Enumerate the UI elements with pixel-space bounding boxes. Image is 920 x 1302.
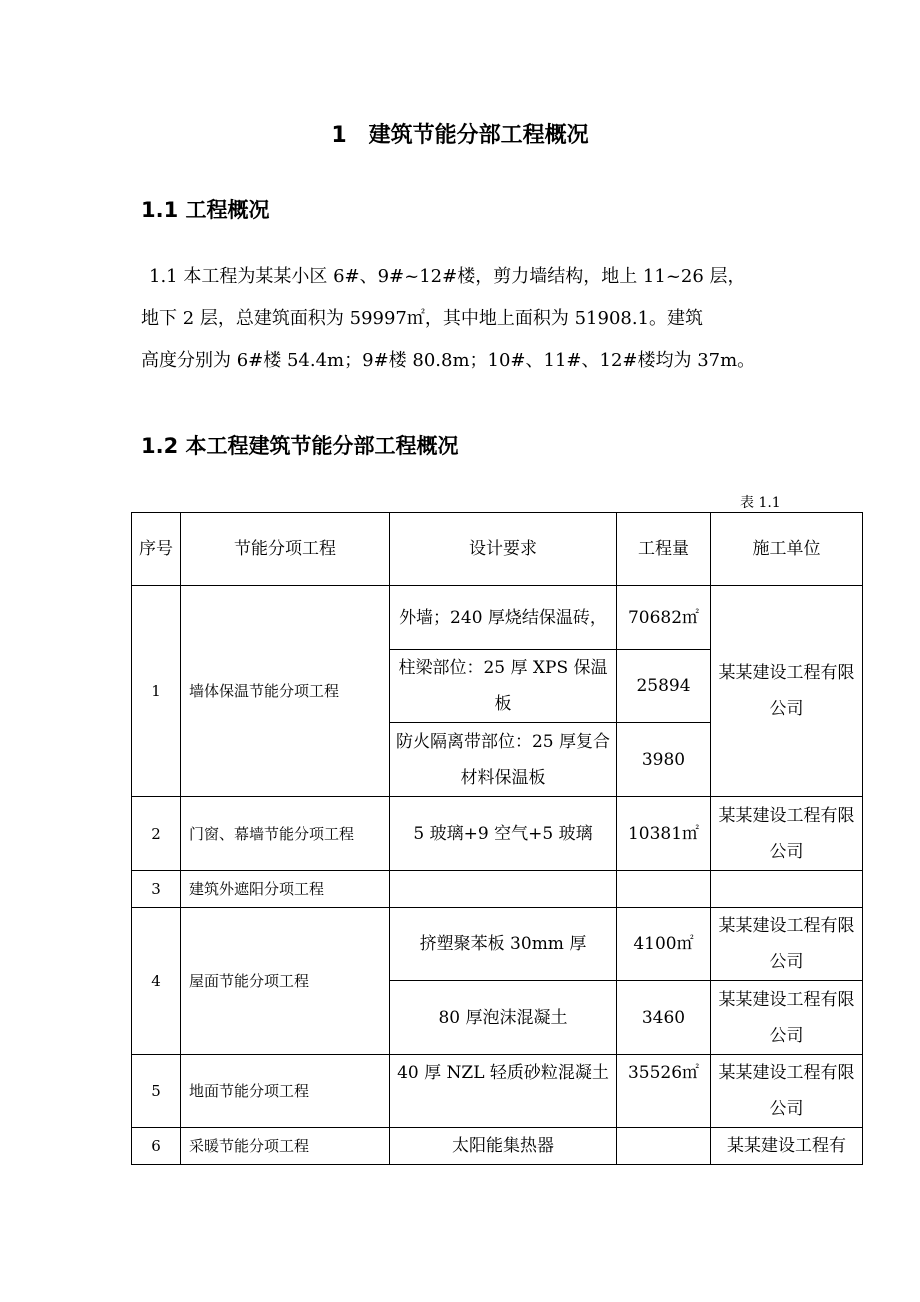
cell-design: 外墙；240 厚烧结保温砖， [390,586,617,650]
cell-design: 40 厚 NZL 轻质砂粒混凝土 [390,1055,617,1128]
cell-qty: 3980 [617,723,711,797]
overview-line-1: 1.1 本工程为某某小区 6#、9#~12#楼，剪力墙结构，地上 11~26 层， [149,266,746,287]
cell-design: 挤塑聚苯板 30mm 厚 [390,908,617,981]
table-row [132,586,863,650]
cell-unit: 某某建设工程有限公司 [711,908,863,981]
cell-unit: 某某建设工程有 [711,1128,863,1165]
cell-item: 墙体保温节能分项工程 [181,586,390,797]
subsection-title-1-2: 1.2 本工程建筑节能分部工程概况 [141,434,459,458]
cell-qty: 4100㎡ [617,908,711,981]
subsection-title-1-1: 1.1 工程概况 [141,198,270,222]
cell-seq: 4 [132,908,181,1055]
cell-qty: 35526㎡ [617,1055,711,1128]
cell-seq: 6 [132,1128,181,1165]
section-title [0,118,920,149]
cell-seq: 2 [132,797,181,871]
table-row [132,1128,863,1165]
cell-seq: 3 [132,871,181,908]
overview-paragraph [141,256,821,382]
cell-item: 建筑外遮阳分项工程 [181,871,390,908]
cell-qty: 10381㎡ [617,797,711,871]
cell-seq: 1 [132,586,181,797]
cell-qty: 25894 [617,650,711,723]
cell-design: 5 玻璃+9 空气+5 玻璃 [390,797,617,871]
cell-qty [617,871,711,908]
cell-unit: 某某建设工程有限公司 [711,981,863,1055]
table-row [132,1055,863,1128]
header-unit: 施工单位 [711,513,863,586]
cell-unit: 某某建设工程有限公司 [711,586,863,797]
cell-design: 防火隔离带部位：25 厚复合材料保温板 [390,723,617,797]
energy-saving-table [131,512,863,1165]
cell-design: 柱梁部位：25 厚 XPS 保温板 [390,650,617,723]
table-row [132,871,863,908]
cell-item: 地面节能分项工程 [181,1055,390,1128]
header-qty: 工程量 [617,513,711,586]
section-title-text: 建筑节能分部工程概况 [368,123,589,148]
cell-qty [617,1128,711,1165]
cell-design: 80 厚泡沫混凝土 [390,981,617,1055]
table-row [132,797,863,871]
cell-item: 屋面节能分项工程 [181,908,390,1055]
table-caption: 表 1.1 [740,495,781,511]
cell-unit: 某某建设工程有限公司 [711,797,863,871]
cell-qty: 70682㎡ [617,586,711,650]
overview-line-3: 高度分别为 6#楼 54.4m；9#楼 80.8m；10#、11#、12#楼均为 37m。 [141,350,756,371]
header-design: 设计要求 [390,513,617,586]
table-row [132,908,863,981]
section-number: 1 [331,123,347,148]
cell-item: 门窗、幕墙节能分项工程 [181,797,390,871]
cell-qty: 3460 [617,981,711,1055]
cell-design: 太阳能集热器 [390,1128,617,1165]
header-item: 节能分项工程 [181,513,390,586]
cell-design [390,871,617,908]
cell-unit: 某某建设工程有限公司 [711,1055,863,1128]
cell-item: 采暖节能分项工程 [181,1128,390,1165]
overview-line-2: 地下 2 层，总建筑面积为 59997㎡，其中地上面积为 51908.1。建筑 [141,308,704,329]
cell-seq: 5 [132,1055,181,1128]
header-seq: 序号 [132,513,181,586]
table-header-row [132,513,863,586]
cell-unit [711,871,863,908]
